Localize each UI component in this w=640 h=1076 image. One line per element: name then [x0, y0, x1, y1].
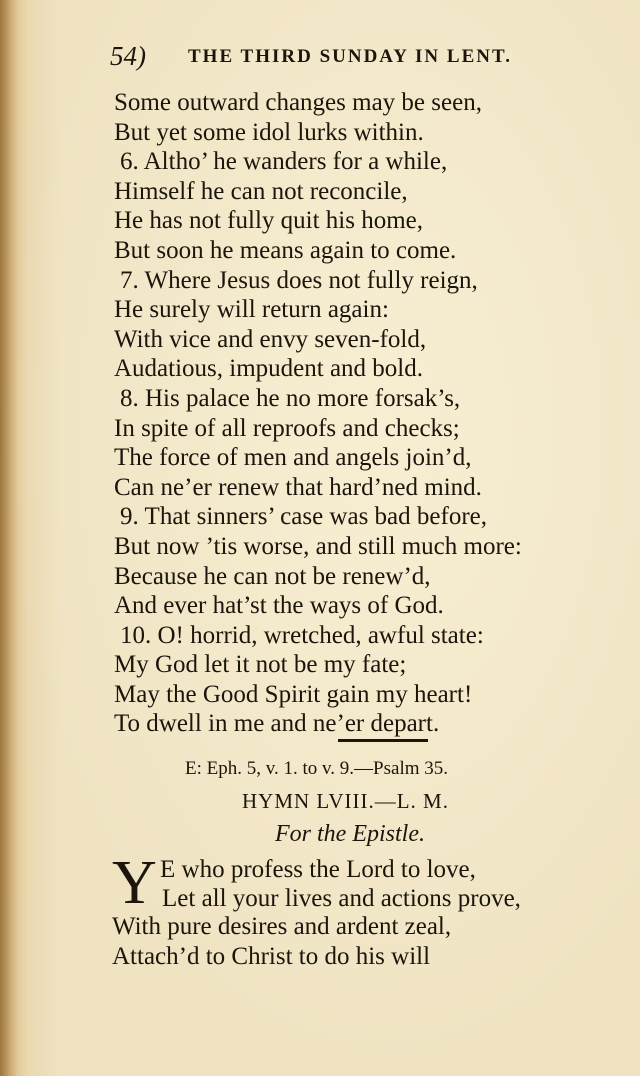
- verse-line: Himself he can not reconcile,: [114, 177, 408, 205]
- hymn-verses: [114, 88, 614, 739]
- page-number: 54): [110, 41, 146, 71]
- hymn-line: E who profess the Lord to love,: [160, 856, 476, 883]
- hymn-subtitle: For the Epistle.: [275, 821, 425, 847]
- verse-line: 8. His palace he no more forsak’s,: [120, 384, 461, 412]
- verse-line: He has not fully quit his home,: [114, 207, 423, 235]
- verse-line: And ever hat’st the ways of God.: [114, 592, 444, 620]
- verse-line: Can ne’er renew that hard’ned mind.: [114, 473, 482, 501]
- verse-line: But now ’tis worse, and still much more:: [114, 532, 522, 560]
- hymn-line: Let all your lives and actions prove,: [162, 885, 521, 912]
- verse-line: Audatious, impudent and bold.: [114, 355, 423, 383]
- verse-line: Some outward changes may be seen,: [114, 89, 482, 116]
- hymn-line: With pure desires and ardent zeal,: [112, 913, 452, 940]
- page-spine-shadow: [0, 0, 18, 1076]
- hymn-title: HYMN LVIII.—L. M.: [242, 789, 449, 813]
- verse-line: Because he can not be renew’d,: [114, 562, 431, 590]
- verse-line: 9. That sinners’ case was bad before,: [120, 503, 487, 531]
- verse-line: In spite of all reproofs and checks;: [114, 414, 460, 442]
- verse-line: But soon he means again to come.: [114, 236, 457, 264]
- verse-line: To dwell in me and ne’er depart.: [114, 710, 440, 738]
- verse-line: May the Good Spirit gain my heart!: [114, 680, 473, 708]
- section-divider: [338, 739, 428, 742]
- verse-line: But yet some idol lurks within.: [114, 118, 424, 146]
- scripture-citation: E: Eph. 5, v. 1. to v. 9.—Psalm 35.: [185, 758, 449, 779]
- verse-line: My God let it not be my fate;: [114, 651, 407, 679]
- verse-line: With vice and envy seven-fold,: [114, 325, 427, 353]
- verse-line: 7. Where Jesus does not fully reign,: [120, 266, 478, 294]
- hymn-stanza: [112, 849, 612, 974]
- verse-line: 10. O! horrid, wretched, awful state:: [120, 621, 484, 649]
- page-header: [110, 36, 580, 76]
- verse-line: The force of men and angels join’d,: [114, 444, 472, 472]
- verse-line: 6. Altho’ he wanders for a while,: [120, 148, 448, 176]
- drop-cap: Y: [112, 849, 157, 917]
- running-head: THE THIRD SUNDAY IN LENT.: [188, 46, 512, 67]
- hymn-line: Attach’d to Christ to do his will: [112, 943, 431, 970]
- verse-line: He surely will return again:: [114, 296, 389, 324]
